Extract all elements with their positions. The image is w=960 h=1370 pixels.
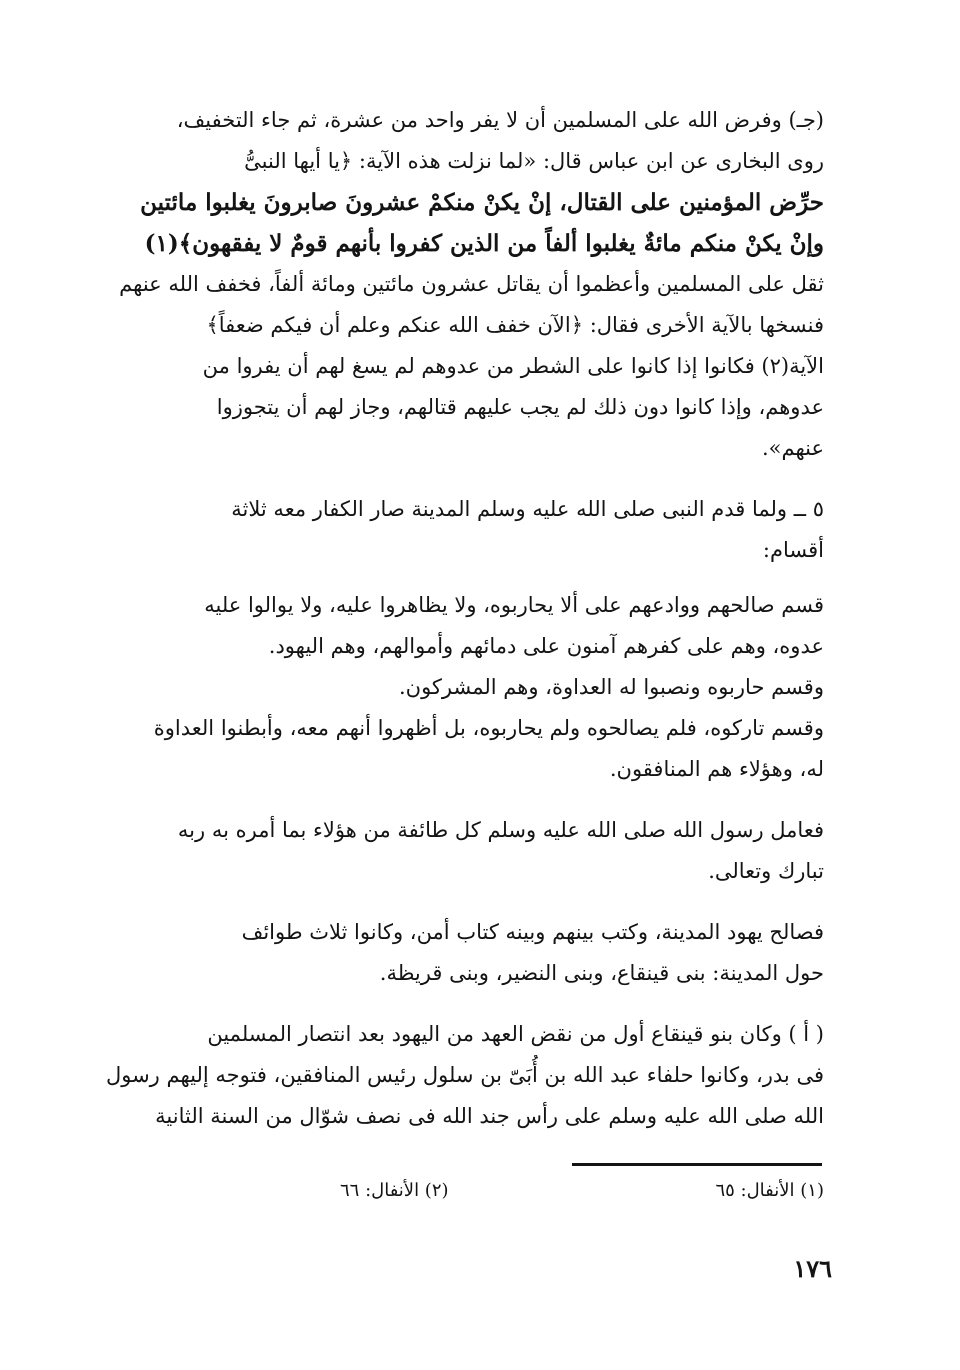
text-line: ثقل على المسلمين وأعظموا أن يقاتل عشرون مائتين ومائة ألفاً، فخفف الله عنهم — [119, 272, 824, 296]
text-line: أقسام: — [762, 538, 824, 562]
quran-verse-line: حرِّض المؤمنين على القتال، إنْ يكنْ منكمْ عشرونَ صابرونَ يغلبوا مائتين — [140, 189, 824, 216]
paragraph-banu-qaynuqa — [80, 1014, 824, 1137]
paragraph-third-group — [80, 708, 824, 790]
text-line: عدوهم، وإذا كانوا دون ذلك لم يجب عليهم قتالهم، وجاز لهم أن يتجوزوا — [216, 395, 824, 419]
paragraph-three-groups — [80, 489, 824, 571]
text-line: له، وهؤلاء هم المنافقون. — [609, 757, 824, 781]
text-line: فعامل رسول الله صلى الله عليه وسلم كل طائفة من هؤلاء بما أمره به ربه — [177, 818, 824, 842]
text-line: الله صلى الله عليه وسلم على رأس جند الله فى نصف شوّال من السنة الثانية — [155, 1104, 824, 1128]
text-line: عنهم». — [761, 436, 824, 460]
paragraph-treaty — [80, 912, 824, 994]
text-line: ٥ ــ ولما قدم النبى صلى الله عليه وسلم المدينة صار الكفار معه ثلاثة — [231, 497, 824, 521]
footnotes — [340, 1180, 824, 1201]
text-line: قسم صالحهم ووادعهم على ألا يحاربوه، ولا يظاهروا عليه، ولا يوالوا عليه — [204, 593, 824, 617]
paragraph-first-group — [80, 585, 824, 667]
footnote-divider — [572, 1163, 822, 1166]
page-number: ١٧٦ — [793, 1254, 832, 1283]
text-line: فصالح يهود المدينة، وكتب بينهم وبينه كتاب أمن، وكانوا ثلاث طوائف — [241, 920, 824, 944]
text-line: وقسم حاربوه ونصبوا له العداوة، وهم المشركون. — [398, 675, 824, 699]
text-line: ( أ ) وكان بنو قينقاع أول من نقض العهد من اليهود بعد انتصار المسلمين — [207, 1022, 824, 1046]
paragraph-second-group — [80, 667, 824, 708]
text-line: حول المدينة: بنى قينقاع، وبنى النضير، وبنى قريظة. — [379, 961, 824, 985]
quran-verse-line: وإنْ يكنْ منكم مائةٌ يغلبوا ألفاً من الذين كفروا بأنهم قومٌ لا يفقهون﴾(١) — [144, 230, 824, 257]
paragraph-takhfif — [80, 100, 824, 469]
text-line: فى بدر، وكانوا حلفاء عبد الله بن أُبَىّ بن سلول رئيس المنافقين، فتوجه إليهم رسول — [105, 1063, 824, 1087]
text-line: عدوه، وهم على كفرهم آمنون على دمائهم وأموالهم، وهم اليهود. — [268, 634, 824, 658]
text-line: تبارك وتعالى. — [708, 859, 824, 883]
footnote-1: (١) الأنفال: ٦٥ — [715, 1180, 824, 1201]
text-line: الآية(٢) فكانوا إذا كانوا على الشطر من عدوهم لم يسغ لهم أن يفروا من — [202, 354, 824, 378]
footnote-2: (٢) الأنفال: ٦٦ — [340, 1180, 449, 1201]
text-line: روى البخارى عن ابن عباس قال: «لما نزلت هذه الآية: ﴿يا أيها النبىُّ — [244, 149, 824, 173]
paragraph-dealing — [80, 810, 824, 892]
text-line: فنسخها بالآية الأخرى فقال: ﴿الآن خفف الله عنكم وعلم أن فيكم ضعفاً﴾ — [206, 313, 824, 337]
text-line: (جـ) وفرض الله على المسلمين أن لا يفر واحد من عشرة، ثم جاء التخفيف، — [176, 108, 824, 132]
text-line: وقسم تاركوه، فلم يصالحوه ولم يحاربوه، بل أظهروا أنهم معه، وأبطنوا العداوة — [153, 716, 824, 740]
main-text — [80, 100, 824, 1137]
